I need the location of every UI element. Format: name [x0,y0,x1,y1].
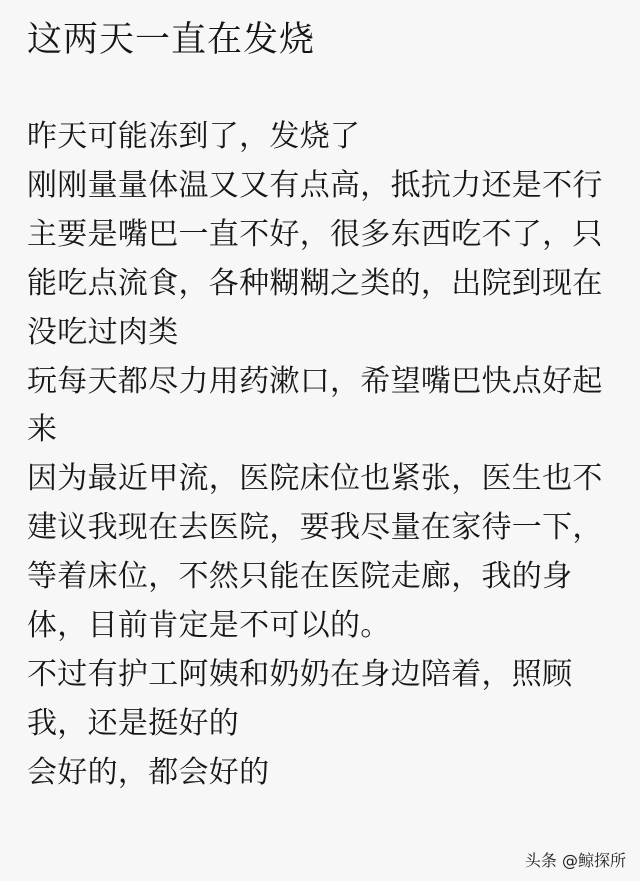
post-line: 昨天可能冻到了，发烧了 [27,119,361,154]
post-title: 这两天一直在发烧 [27,20,316,60]
post-line: 会好的，都会好的 [27,754,270,790]
source-watermark: 头条 @鲸探所 [524,851,626,870]
post-line: 不过有护工阿姨和奶奶在身边陪着，照顾 [27,656,573,692]
post-line: 建议我现在去医院，要我尽量在家待一下， [27,510,603,546]
post-body [27,113,616,798]
post-line: 玩每天都尽力用药漱口，希望嘴巴快点好起 [27,363,603,399]
post-line: 能吃点流食，各种糊糊之类的，出院到现在 [27,265,603,301]
post-line: 因为最近甲流，医院床位也紧张，医生也不 [27,461,603,497]
post-line: 刚刚量量体温又又有点高，抵抗力还是不行 [27,167,603,203]
post-line: 主要是嘴巴一直不好，很多东西吃不了，只 [27,216,603,252]
post-line: 没吃过肉类 [27,314,179,350]
post-line: 我，还是挺好的 [27,705,240,741]
post-line: 来 [27,412,58,448]
post-line: 等着床位，不然只能在医院走廊，我的身 [27,559,573,595]
post-line: 体，目前肯定是不可以的。 [27,608,391,644]
